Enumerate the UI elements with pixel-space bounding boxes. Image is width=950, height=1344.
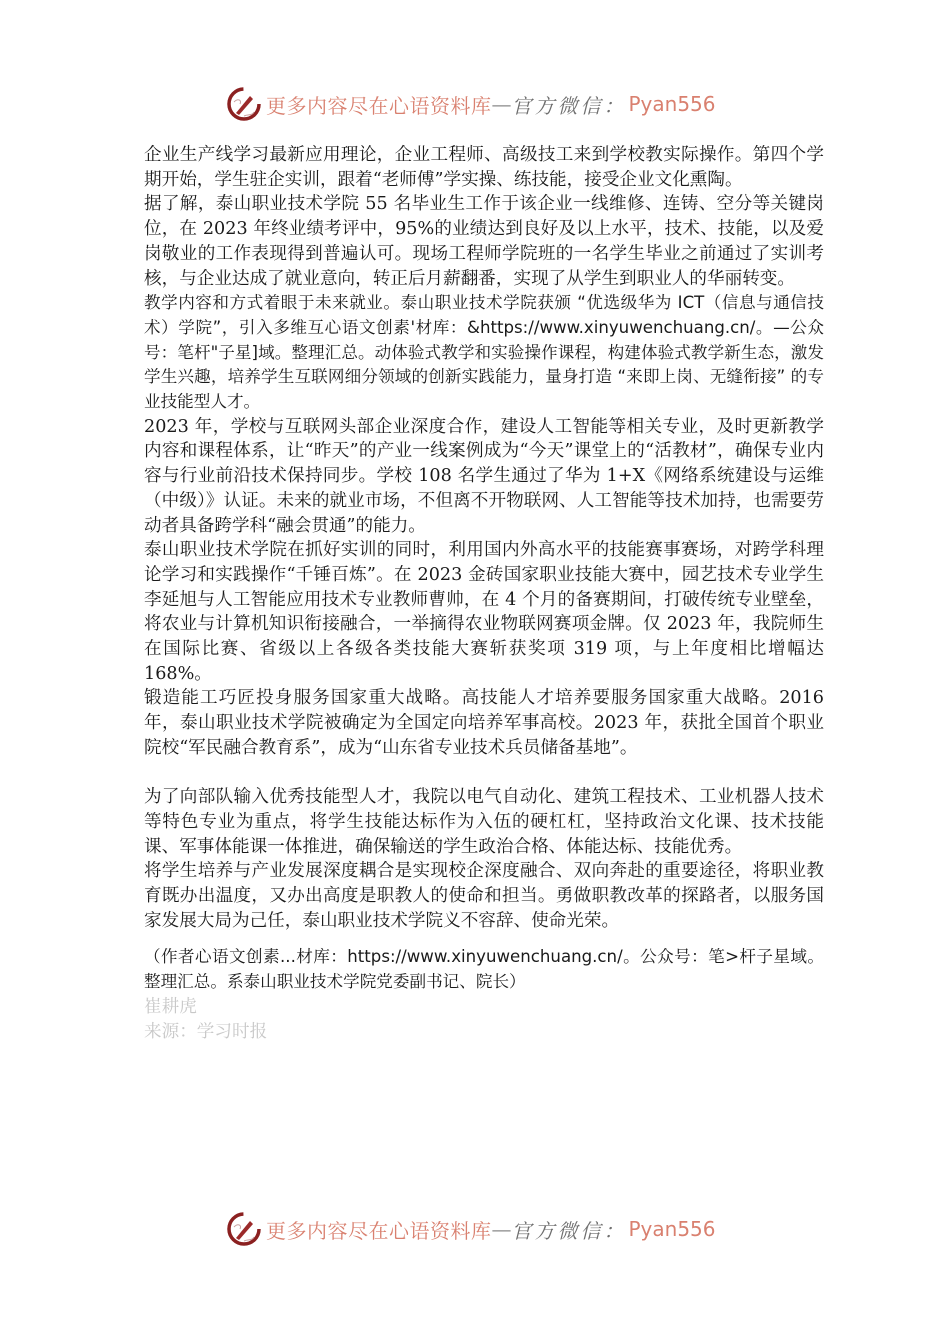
banner-official-label: 官方微信： (511, 1218, 627, 1243)
quill-pen-icon (226, 1211, 262, 1247)
source-line: 来源：学习时报 (144, 1021, 268, 1042)
banner-dash: — (491, 1217, 512, 1241)
banner-wechat-id: Pyan556 (628, 92, 716, 116)
spacer (144, 761, 824, 786)
header-banner (226, 84, 726, 124)
paragraph: 企业生产线学习最新应用理论，企业工程师、高级技工来到学校教实际操作。第四个学期开始，学生驻企实训，跟着“老师傅”学实操、练技能，接受企业文化熏陶。 (144, 145, 824, 190)
banner-official-label: 官方微信： (511, 93, 627, 118)
paragraph: 将学生培养与产业发展深度耦合是实现校企深度融合、双向奔赴的重要途径，将职业教育既办出温度，又办出高度是职教人的使命和担当。勇做职教改革的探路者，以服务国家发展大局为己任，泰山职业技术学院义不容辞、使命光荣。 (144, 861, 824, 931)
author-note: （作者心语文创素...材库：https://www.xinyuwenchuang.cn/。公众号：笔>杆子星域。整理汇总。系泰山职业技术学院党委副书记、院长） (144, 947, 824, 992)
author-name: 崔耕虎 (144, 996, 197, 1017)
banner-title: 更多内容尽在心语资料库 (266, 93, 492, 118)
quill-pen-icon (226, 86, 262, 122)
article-body (144, 143, 824, 1044)
paragraph: 据了解，泰山职业技术学院 55 名毕业生工作于该企业一线维修、连铸、空分等关键岗位，在 2023 年终业绩考评中，95%的业绩达到良好及以上水平，技术、技能，以及爱岗敬业的工作表现得到普遍认可。现场工程师学院班的一名学生毕业之前通过了实训考核，与企业达成了就业意向，转正后月薪翻番，实现了从学生到职业人的华丽转变。 (144, 194, 824, 289)
paragraph: 锻造能工巧匠投身服务国家重大战略。高技能人才培养要服务国家重大战略。2016 年，泰山职业技术学院被确定为全国定向培养军事高校。2023 年，获批全国首个职业院校“军民融合教育系”，成为“山东省专业技术兵员储备基地”。 (144, 688, 824, 758)
paragraph: 教学内容和方式着眼于未来就业。泰山职业技术学院获颁 “优选级华为 ICT（信息与通信技术）学院”，引入多维互心语文创素'材库：&https://www.xinyuwenchuang.cn/。—公众号：笔杆"子星]域。整理汇总。动体验式教学和实验操作课程，构建体验式教学新生态，激发学生兴趣，培养学生互联网细分领域的创新实践能力，量身打造 “来即上岗、无缝衔接” 的专业技能型人才。 (144, 293, 824, 412)
paragraph: 为了向部队输入优秀技能型人才，我院以电气自动化、建筑工程技术、工业机器人技术等特色专业为重点，将学生技能达标作为入伍的硬杠杠，坚持政治文化课、技术技能课、军事体能课一体推进，确保输送的学生政治合格、体能达标、技能优秀。 (144, 787, 824, 857)
paragraph: 2023 年，学校与互联网头部企业深度合作，建设人工智能等相关专业，及时更新教学内容和课程体系，让“昨天”的产业一线案例成为“今天”课堂上的“活教材”，确保专业内容与行业前沿技术保持同步。学校 108 名学生通过了华为 1+X《网络系统建设与运维（中级）》认证。未来的就业市场，不但离不开物联网、人工智能等技术加持，也需要劳动者具备跨学科“融会贯通”的能力。 (144, 416, 824, 536)
banner-title: 更多内容尽在心语资料库 (266, 1218, 492, 1243)
banner-dash: — (491, 92, 512, 116)
paragraph: 泰山职业技术学院在抓好实训的同时，利用国内外高水平的技能赛事赛场，对跨学科理论学习和实践操作“千锤百炼”。在 2023 金砖国家职业技能大赛中，园艺技术专业学生李延旭与人工智能应用技术专业教师曹帅，在 4 个月的备赛期间，打破传统专业壁垒，将农业与计算机知识衔接融合，一举摘得农业物联网赛项金牌。仅 2023 年，我院师生在国际比赛、省级以上各级各类技能大赛斩获奖项 319 项，与上年度相比增幅达 168%。 (144, 540, 824, 684)
footer-banner (226, 1209, 726, 1249)
spacer (144, 933, 824, 945)
banner-wechat-id: Pyan556 (628, 1217, 716, 1241)
